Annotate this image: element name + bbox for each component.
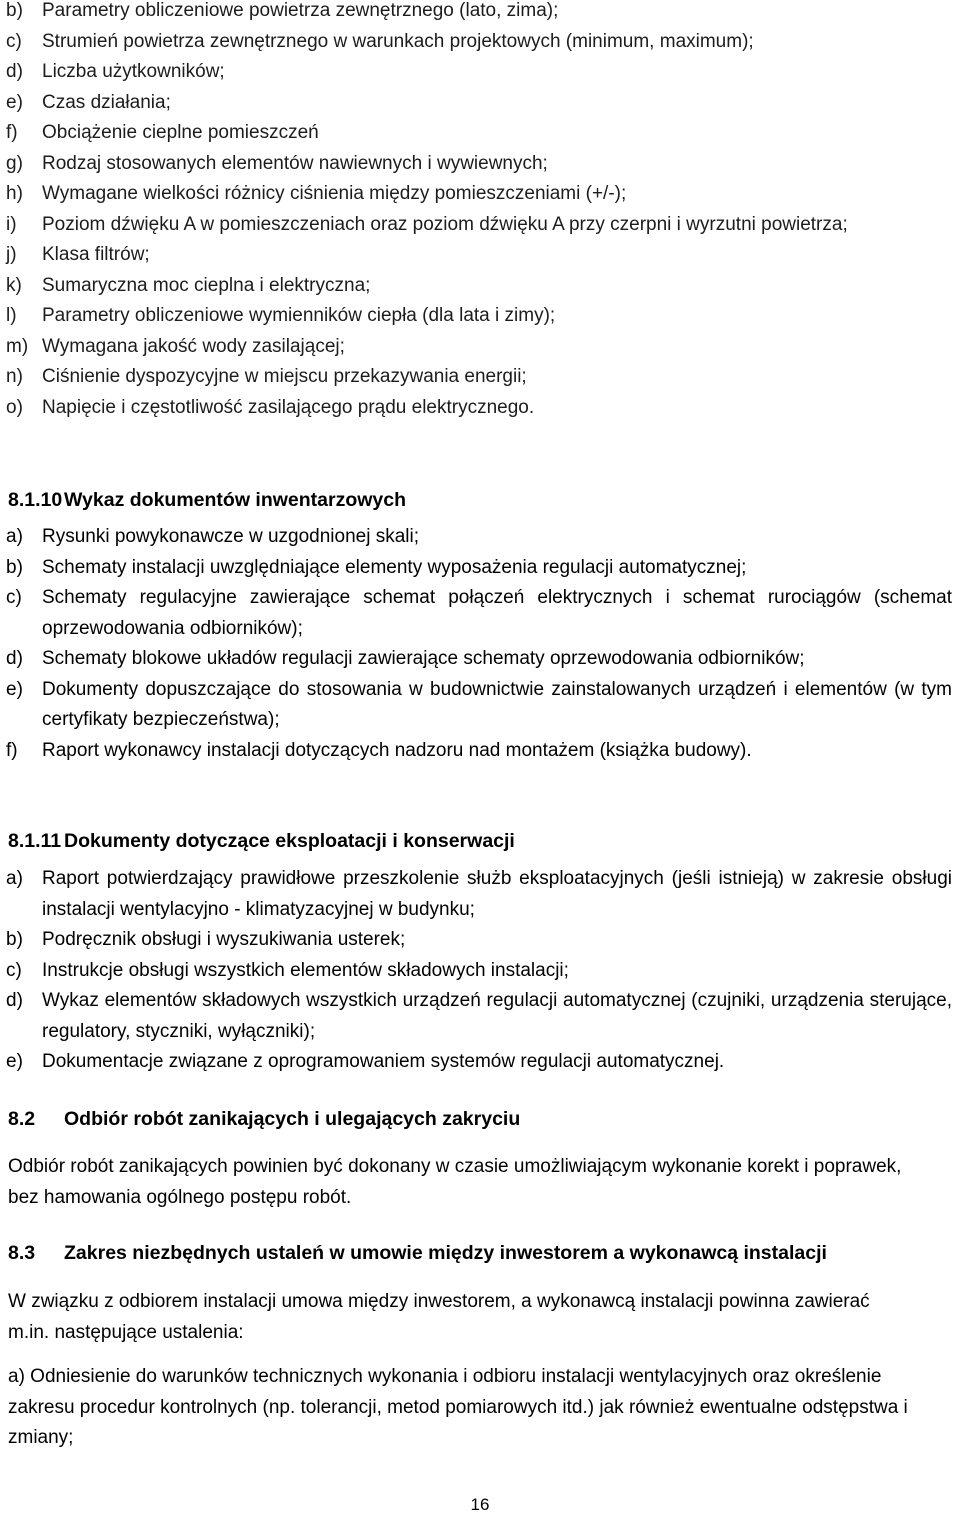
list-item (0, 553, 952, 584)
section-paragraph: Odbiór robót zanikających powinien być dokonany w czasie umożliwiającym wykonanie korekt i poprawek, bez hamowania ogólnego postępu robót. (8, 1156, 902, 1208)
list-item-label: j) (6, 244, 17, 265)
list-item-label: n) (6, 366, 23, 387)
list-item (0, 118, 952, 149)
list-item-label: m) (6, 335, 29, 357)
list-item (0, 393, 952, 424)
list-item-label: e) (6, 1051, 23, 1072)
list-item-label: o) (6, 396, 23, 418)
list-item (0, 583, 952, 644)
list-item-text: Parametry obliczeniowe powietrza zewnętrznego (lato, zima); (42, 0, 559, 21)
list-item-label: e) (6, 678, 23, 700)
list-item-text: Dokumenty dopuszczające do stosowania w budownictwie zainstalowanych urządzeń i elementów (w tym certyfikaty bezpieczeństwa); (42, 678, 952, 730)
list-item-label: f) (6, 122, 18, 143)
parameters-list (0, 0, 952, 423)
list-item (0, 362, 952, 393)
list-item-text: Wymagane wielkości różnicy ciśnienia między pomieszczeniami (+/-); (42, 183, 627, 204)
section-number: 8.1.11 (8, 830, 62, 852)
list-item-text: Wymagana jakość wody zasilającej; (42, 335, 345, 357)
list-item (0, 0, 952, 27)
list-item-label: k) (6, 274, 22, 296)
list-item-text: Raport potwierdzający prawidłowe przeszkolenie służb eksploatacyjnych (jeśli istnieją) w zakresie obsługi instalacji wentylacyjno - klimatyzacyjnej w budynku; (42, 868, 952, 920)
inventory-documents-list (0, 522, 952, 766)
list-item (0, 956, 952, 987)
list-item-label: d) (6, 990, 23, 1011)
section-paragraph-item: a) Odniesienie do warunków technicznych wykonania i odbioru instalacji wentylacyjnych oraz określenie zakresu procedur kontrolnych (np. tolerancji, metod pomiarowych itd.) jak również ewentualne odstępstwa i zmiany; (8, 1366, 908, 1448)
list-item-label: b) (6, 0, 23, 21)
list-item (0, 240, 952, 271)
list-item-text: Podręcznik obsługi i wyszukiwania usterek; (42, 929, 406, 950)
list-item-label: d) (6, 648, 23, 669)
list-item-text: Instrukcje obsługi wszystkich elementów składowych instalacji; (42, 959, 569, 981)
list-item-label: c) (6, 959, 22, 981)
list-item-text: Napięcie i częstotliwość zasilającego prądu elektrycznego. (42, 396, 535, 418)
list-item-text: Strumień powietrza zewnętrznego w warunkach projektowych (minimum, maximum); (42, 30, 754, 52)
list-item (0, 925, 952, 956)
section-title: Zakres niezbędnych ustaleń w umowie między inwestorem a wykonawcą instalacji (64, 1242, 827, 1264)
list-item-text: Dokumentacje związane z oprogramowaniem systemów regulacji automatycznej. (42, 1051, 725, 1072)
list-item (0, 332, 952, 363)
list-item (0, 522, 952, 553)
operation-documents-list (0, 864, 952, 1078)
list-item-text: Sumaryczna moc cieplna i elektryczna; (42, 274, 371, 296)
list-item-label: d) (6, 61, 23, 82)
list-item (0, 986, 952, 1047)
list-item (0, 644, 952, 675)
section-number: 8.3 (8, 1242, 36, 1264)
section-heading-8-1-10 (8, 485, 406, 515)
list-item (0, 864, 952, 925)
list-item-label: b) (6, 929, 23, 950)
list-item (0, 57, 952, 88)
section-paragraph: W związku z odbiorem instalacji umowa między inwestorem, a wykonawcą instalacji powinna zawierać m.in. następujące ustalenia: (8, 1291, 870, 1343)
list-item (0, 210, 952, 241)
list-item-text: Rysunki powykonawcze w uzgodnionej skali; (42, 526, 420, 547)
list-item-label: e) (6, 91, 23, 113)
list-item (0, 1047, 952, 1078)
list-item (0, 88, 952, 119)
list-item (0, 179, 952, 210)
list-item-text: Liczba użytkowników; (42, 61, 225, 82)
list-item-text: Obciążenie cieplne pomieszczeń (42, 122, 319, 143)
section-heading-8-3 (8, 1238, 827, 1268)
list-item (0, 736, 952, 767)
list-item-text: Parametry obliczeniowe wymienników ciepła (dla lata i zimy); (42, 305, 556, 326)
list-item-text: Rodzaj stosowanych elementów nawiewnych i wywiewnych; (42, 152, 548, 174)
section-number: 8.2 (8, 1108, 36, 1130)
list-item-label: g) (6, 152, 23, 174)
list-item-text: Czas działania; (42, 91, 171, 113)
list-item-text: Klasa filtrów; (42, 244, 150, 265)
list-item-text: Poziom dźwięku A w pomieszczeniach oraz poziom dźwięku A przy czerpni i wyrzutni powietrza; (42, 213, 848, 235)
list-item-text: Ciśnienie dyspozycyjne w miejscu przekazywania energii; (42, 366, 527, 387)
section-title: Dokumenty dotyczące eksploatacji i konserwacji (64, 830, 515, 852)
list-item-text: Schematy regulacyjne zawierające schemat połączeń elektrycznych i schemat rurociągów (schemat oprzewodowania odbiorników); (42, 587, 952, 639)
list-item-label: c) (6, 30, 22, 52)
list-item-label: h) (6, 183, 23, 204)
list-item-label: b) (6, 556, 23, 578)
list-item (0, 27, 952, 58)
section-heading-8-2 (8, 1104, 520, 1134)
list-item-label: l) (6, 305, 17, 326)
list-item-label: c) (6, 587, 22, 608)
list-item-text: Schematy instalacji uwzględniające elementy wyposażenia regulacji automatycznej; (42, 556, 747, 578)
list-item-text: Raport wykonawcy instalacji dotyczących nadzoru nad montażem (książka budowy). (42, 739, 752, 761)
list-item (0, 301, 952, 332)
list-item (0, 271, 952, 302)
section-heading-8-1-11 (8, 826, 515, 856)
list-item-label: a) (6, 526, 23, 547)
section-title: Odbiór robót zanikających i ulegających zakryciu (64, 1108, 521, 1130)
list-item-label: f) (6, 739, 18, 761)
list-item-label: a) (6, 868, 23, 889)
section-title: Wykaz dokumentów inwentarzowych (64, 489, 407, 511)
list-item-label: i) (6, 213, 17, 235)
list-item (0, 675, 952, 736)
list-item-text: Schematy blokowe układów regulacji zawierające schematy oprzewodowania odbiorników; (42, 648, 805, 669)
section-number: 8.1.10 (8, 489, 63, 511)
list-item-text: Wykaz elementów składowych wszystkich urządzeń regulacji automatycznej (czujniki, urządzenia sterujące, regulatory, styczniki, wyłączniki); (42, 990, 952, 1042)
page-number: 16 (470, 1495, 490, 1514)
list-item (0, 149, 952, 180)
